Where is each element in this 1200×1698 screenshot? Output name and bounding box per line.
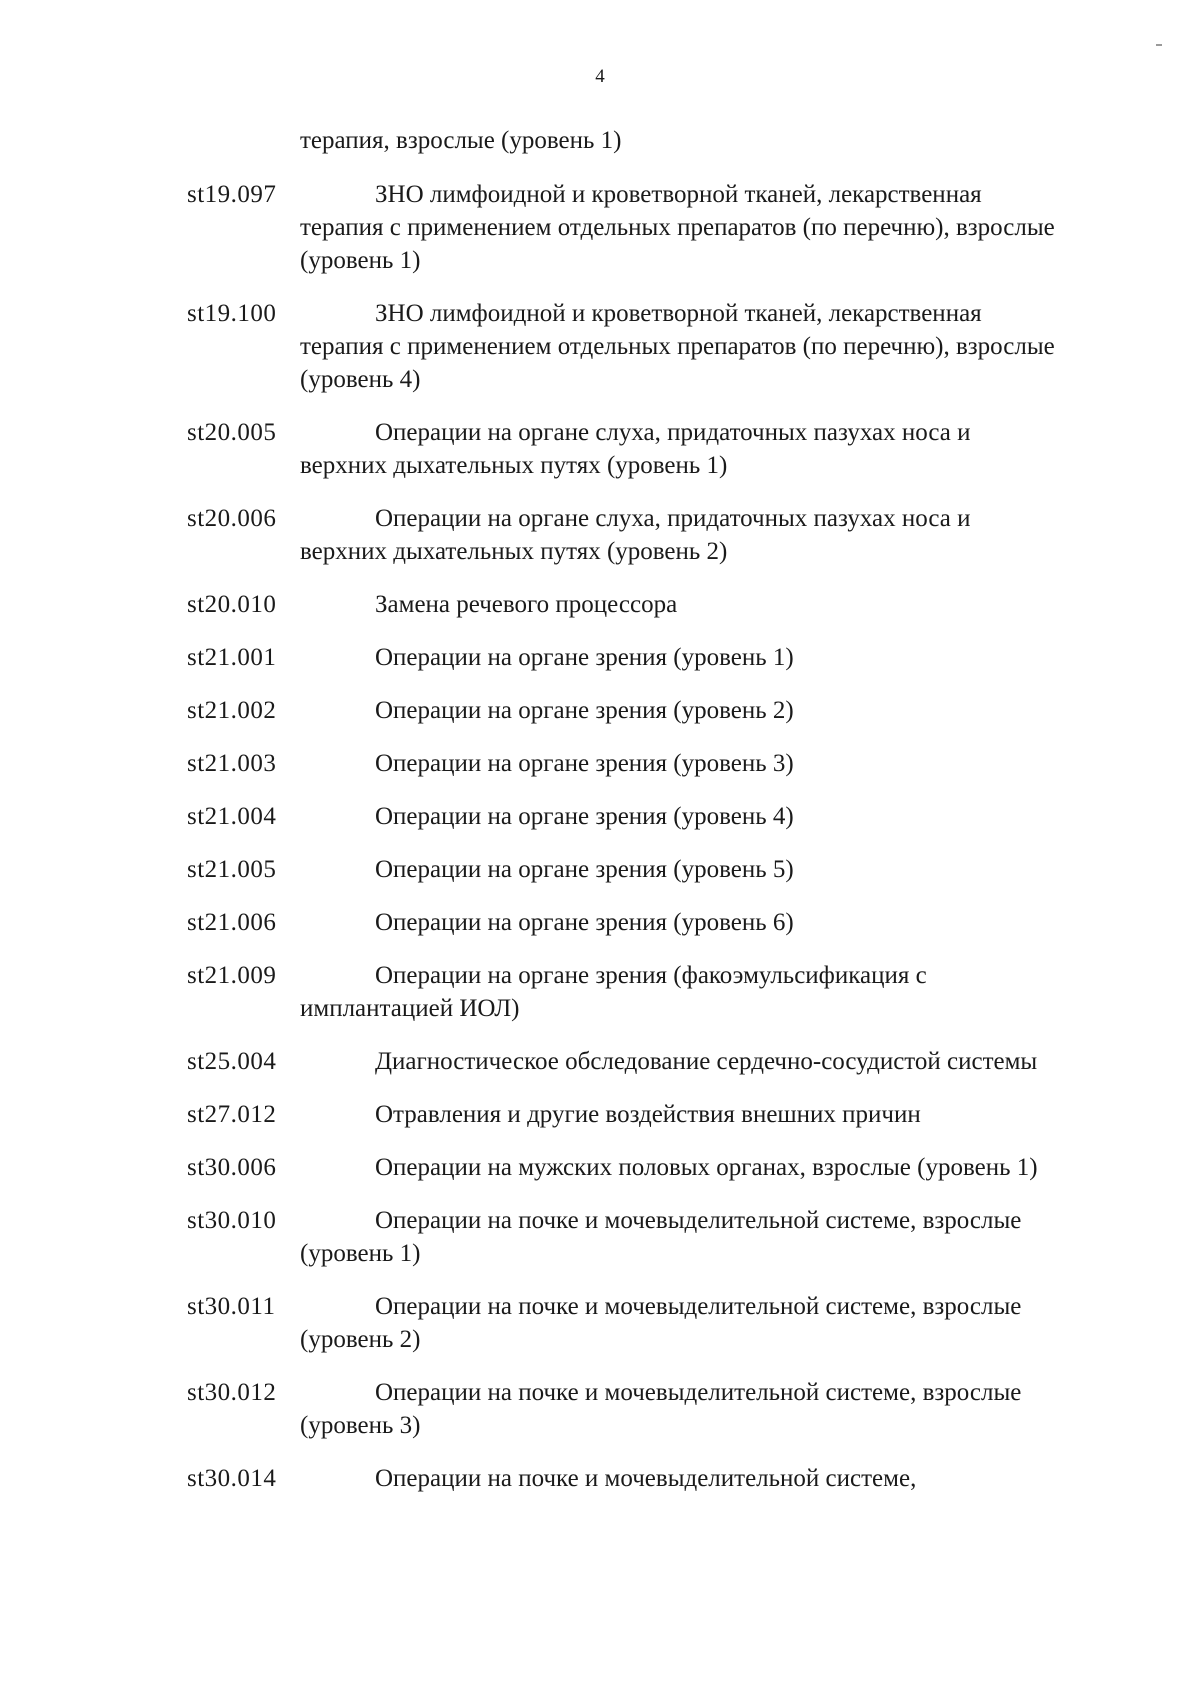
entry-code: st30.010 — [187, 1207, 277, 1234]
entry-description: ЗНО лимфоидной и кроветворной тканей, лекарственная терапия с применением отдельных препаратов (по перечню), взрослые (уровень 4) — [300, 300, 1055, 393]
list-item — [0, 694, 1200, 727]
entry-code: st21.003 — [187, 750, 277, 777]
list-item — [0, 1290, 1200, 1356]
list-item — [0, 416, 1200, 482]
list-item — [0, 747, 1200, 780]
entry-code: st19.097 — [187, 181, 277, 208]
entry-description: Операции на мужских половых органах, взрослые (уровень 1) — [375, 1154, 1038, 1181]
list-item — [0, 1376, 1200, 1442]
entry-description: Операции на органе зрения (уровень 1) — [375, 644, 794, 671]
list-item — [0, 1151, 1200, 1184]
entry-description: Операции на почке и мочевыделительной системе, — [375, 1465, 917, 1492]
entry-description: ЗНО лимфоидной и кроветворной тканей, лекарственная терапия с применением отдельных препаратов (по перечню), взрослые (уровень 1) — [300, 181, 1055, 274]
entry-list — [0, 178, 1200, 1515]
entry-code: st21.006 — [187, 909, 277, 936]
entry-description: Операции на органе зрения (уровень 5) — [375, 856, 794, 883]
list-item — [0, 297, 1200, 396]
list-item — [0, 502, 1200, 568]
entry-description: Операции на органе зрения (уровень 4) — [375, 803, 794, 830]
list-item — [0, 1462, 1200, 1495]
entry-description: Операции на почке и мочевыделительной системе, взрослые (уровень 2) — [300, 1293, 1022, 1353]
entry-description: Диагностическое обследование сердечно-сосудистой системы — [375, 1048, 1038, 1075]
list-item — [0, 906, 1200, 939]
entry-code: st20.006 — [187, 505, 277, 532]
list-item — [0, 800, 1200, 833]
list-item — [0, 959, 1200, 1025]
list-item — [0, 641, 1200, 674]
entry-description: Операции на органе слуха, придаточных пазухах носа и верхних дыхательных путях (уровень 2) — [300, 505, 971, 565]
list-item — [0, 853, 1200, 886]
list-item — [0, 588, 1200, 621]
entry-code: st21.005 — [187, 856, 277, 883]
continuation-text: терапия, взрослые (уровень 1) — [300, 127, 622, 154]
entry-code: st30.011 — [187, 1293, 276, 1320]
entry-code: st21.009 — [187, 962, 277, 989]
entry-code: st21.002 — [187, 697, 277, 724]
page-number: 4 — [595, 66, 605, 87]
entry-code: st21.001 — [187, 644, 277, 671]
entry-description: Операции на органе зрения (уровень 2) — [375, 697, 794, 724]
list-item — [0, 178, 1200, 277]
entry-code: st30.014 — [187, 1465, 277, 1492]
entry-description: Операции на почке и мочевыделительной системе, взрослые (уровень 3) — [300, 1379, 1022, 1439]
entry-description: Операции на органе зрения (уровень 6) — [375, 909, 794, 936]
entry-code: st21.004 — [187, 803, 277, 830]
entry-description: Операции на органе зрения (уровень 3) — [375, 750, 794, 777]
entry-code: st20.010 — [187, 591, 277, 618]
entry-code: st30.012 — [187, 1379, 277, 1406]
entry-description: Операции на органе слуха, придаточных пазухах носа и верхних дыхательных путях (уровень 1) — [300, 419, 971, 479]
entry-code: st25.004 — [187, 1048, 277, 1075]
scan-mark — [1156, 44, 1162, 46]
entry-description: Замена речевого процессора — [375, 591, 678, 618]
entry-code: st27.012 — [187, 1101, 277, 1128]
list-item — [0, 1098, 1200, 1131]
list-item — [0, 1204, 1200, 1270]
entry-description: Отравления и другие воздействия внешних причин — [375, 1101, 921, 1128]
entry-code: st20.005 — [187, 419, 277, 446]
list-item — [0, 1045, 1200, 1078]
entry-description: Операции на почке и мочевыделительной системе, взрослые (уровень 1) — [300, 1207, 1022, 1267]
entry-code: st30.006 — [187, 1154, 277, 1181]
entry-description: Операции на органе зрения (факоэмульсификация с имплантацией ИОЛ) — [300, 962, 927, 1022]
entry-code: st19.100 — [187, 300, 277, 327]
